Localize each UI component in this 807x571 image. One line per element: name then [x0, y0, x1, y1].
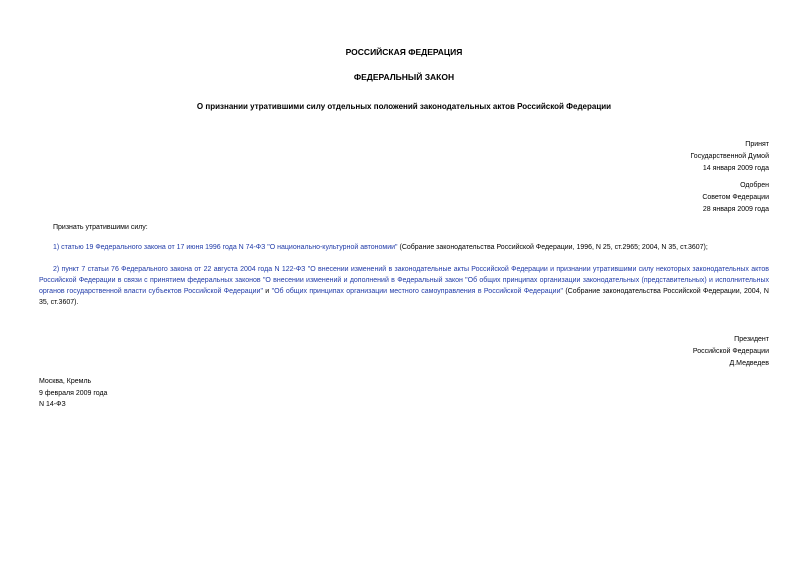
approved-date: 28 января 2009 года [702, 206, 769, 213]
document-title: О признании утратившими силу отдельных положений законодательных актов Российской Федерации [196, 102, 612, 111]
document-page [39, 0, 769, 571]
signature-name: Д.Медведев [729, 360, 769, 367]
item-2-conjunction: и [262, 288, 272, 295]
footer-place: Москва, Кремль [39, 378, 92, 385]
intro-paragraph: Признать утратившими силу: [53, 224, 148, 231]
footer-block [39, 376, 107, 411]
country-heading: РОССИЙСКАЯ ФЕДЕРАЦИЯ [345, 47, 463, 57]
footer-date: 9 февраля 2009 года [39, 389, 108, 397]
item-2-link-1[interactable]: 2) пункт 7 статьи 76 Федерального закона от 22 августа 2004 года N 122-ФЗ "О внесении изменений в законодательные акты Российской Федерации и признании утратившими силу некоторых законодательных актов Российской Федерации в связи с принятием федеральных законов "О внесении изменений и дополнений в Федеральный закон "Об общих принципах организации законодательных (представительных) и исполнительных органов государственной власти субъектов Российской Федерации" [39, 266, 769, 295]
item-1-paragraph [39, 242, 769, 253]
signature-title: Президент [734, 336, 769, 343]
adopted-date: 14 января 2009 года [702, 165, 769, 172]
doc-type-heading: ФЕДЕРАЛЬНЫЙ ЗАКОН [353, 72, 455, 82]
approved-body: Советом Федерации [702, 194, 769, 201]
item-2-paragraph [39, 264, 769, 308]
item-2-source: (Собрание законодательства Российской Федерации, 2004, N 35, ст.3607). [39, 288, 769, 306]
footer-number: N 14-ФЗ [39, 401, 66, 408]
adopted-label: Принят [745, 141, 769, 148]
signature-country: Российской Федерации [692, 348, 769, 355]
item-2-link-2[interactable]: "Об общих принципах организации местного самоуправления в Российской Федерации" [271, 288, 563, 295]
approved-label: Одобрен [740, 182, 769, 189]
signature-block [693, 334, 769, 370]
approved-block [702, 180, 769, 216]
adopted-body: Государственной Думой [690, 153, 769, 160]
item-1-link[interactable]: 1) статью 19 Федерального закона от 17 июня 1996 года N 74-ФЗ "О национально-культурной автономии" [53, 244, 398, 251]
adopted-block [690, 139, 769, 175]
item-1-source: (Собрание законодательства Российской Федерации, 1996, N 25, ст.2965; 2004, N 35, ст.3607); [397, 244, 708, 251]
